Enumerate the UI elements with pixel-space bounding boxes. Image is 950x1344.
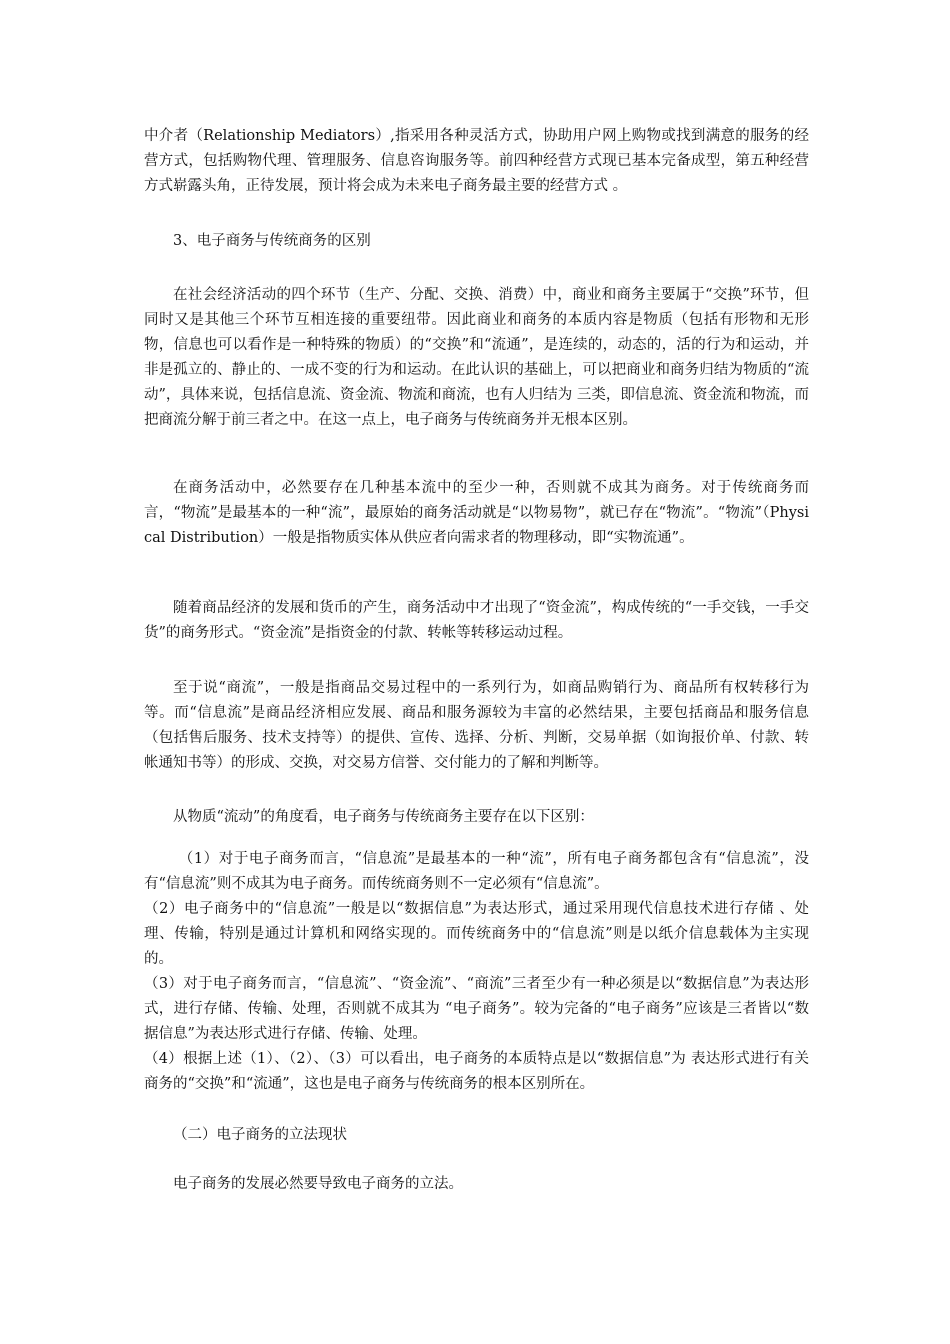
section-heading-differences: 3、电子商务与传统商务的区别 — [173, 233, 371, 249]
paragraph-differences-intro: 从物质“流动”的角度看，电子商务与传统商务主要存在以下区别： — [173, 809, 594, 825]
paragraph-capital-flow: 随着商品经济的发展和货币的产生，商务活动中才出现了“资金流”，构成传统的“一手交钱，一手交货”的商务形式。“资金流”是指资金的付款、转帐等转移运动过程。 — [144, 600, 809, 641]
list-item-2: （2）电子商务中的“信息流”一般是以“数据信息”为表达形式，通过采用现代信息技术进行存储 、处理、传输，特别是通过计算机和网络实现的。而传统商务中的“信息流”则是以纸介信息载体为主实现的。 — [144, 901, 809, 967]
list-item-1: （1）对于电子商务而言，“信息流”是最基本的一种“流”，所有电子商务都包含有“信息流”，没有“信息流”则不成其为电子商务。而传统商务则不一定必须有“信息流”。 — [144, 851, 809, 892]
paragraph-relationship-mediators: 中介者（Relationship Mediators）,指采用各种灵活方式，协助用户网上购物或找到满意的服务的经营方式，包括购物代理、管理服务、信息咨询服务等。前四种经营方式现已基本完备成型，第五种经营方式崭露头角，正待发展，预计将会成为未来电子商务最主要的经营方式 。 — [144, 128, 809, 194]
paragraph-legislation: 电子商务的发展必然要导致电子商务的立法。 — [173, 1176, 463, 1192]
section-heading-legislation: （二）电子商务的立法现状 — [173, 1127, 347, 1143]
paragraph-four-flows: 在社会经济活动的四个环节（生产、分配、交换、消费）中，商业和商务主要属于“交换”环节，但同时又是其他三个环节互相连接的重要纽带。因此商业和商务的本质内容是物质（包括有形物和无形物，信息也可以看作是一种特殊的物质）的“交换”和“流通”，是连续的，动态的，活的行为和运动，并非是孤立的、静止的、一成不变的行为和运动。在此认识的基础上，可以把商业和商务归结为物质的“流动”，具体来说，包括信息流、资金流、物流和商流，也有人归结为 三类，即信息流、资金流和物流，而把商流分解于前三者之中。在这一点上，电子商务与传统商务并无根本区别。 — [144, 287, 809, 428]
list-item-3: （3）对于电子商务而言，“信息流”、“资金流”、“商流”三者至少有一种必须是以“数据信息”为表达形式，进行存储、传输、处理，否则就不成其为 “电子商务”。较为完备的“电子商务”应该是三者皆以“数据信息”为表达形式进行存储、传输、处理。 — [144, 976, 809, 1042]
differences-list — [144, 847, 809, 1097]
paragraph-physical-distribution: 在商务活动中，必然要存在几种基本流中的至少一种，否则就不成其为商务。对于传统商务而言，“物流”是最基本的一种“流”，最原始的商务活动就是“以物易物”，就已存在“物流”。“物流”（Physical Distribution）一般是指物质实体从供应者向需求者的物理移动，即“实物流通”。 — [144, 480, 809, 546]
paragraph-business-flow: 至于说“商流”，一般是指商品交易过程中的一系列行为，如商品购销行为、商品所有权转移行为等。而“信息流”是商品经济相应发展、商品和服务源较为丰富的必然结果，主要包括商品和服务信息（包括售后服务、技术支持等）的提供、宣传、选择、分析、判断，交易单据（如询报价单、付款、转帐通知书等）的形成、交换，对交易方信誉、交付能力的了解和判断等。 — [144, 680, 809, 771]
list-item-4: （4）根据上述（1）、（2）、（3）可以看出，电子商务的本质特点是以“数据信息”为 表达形式进行有关商务的“交换”和“流通”，这也是电子商务与传统商务的根本区别所在。 — [144, 1051, 809, 1092]
